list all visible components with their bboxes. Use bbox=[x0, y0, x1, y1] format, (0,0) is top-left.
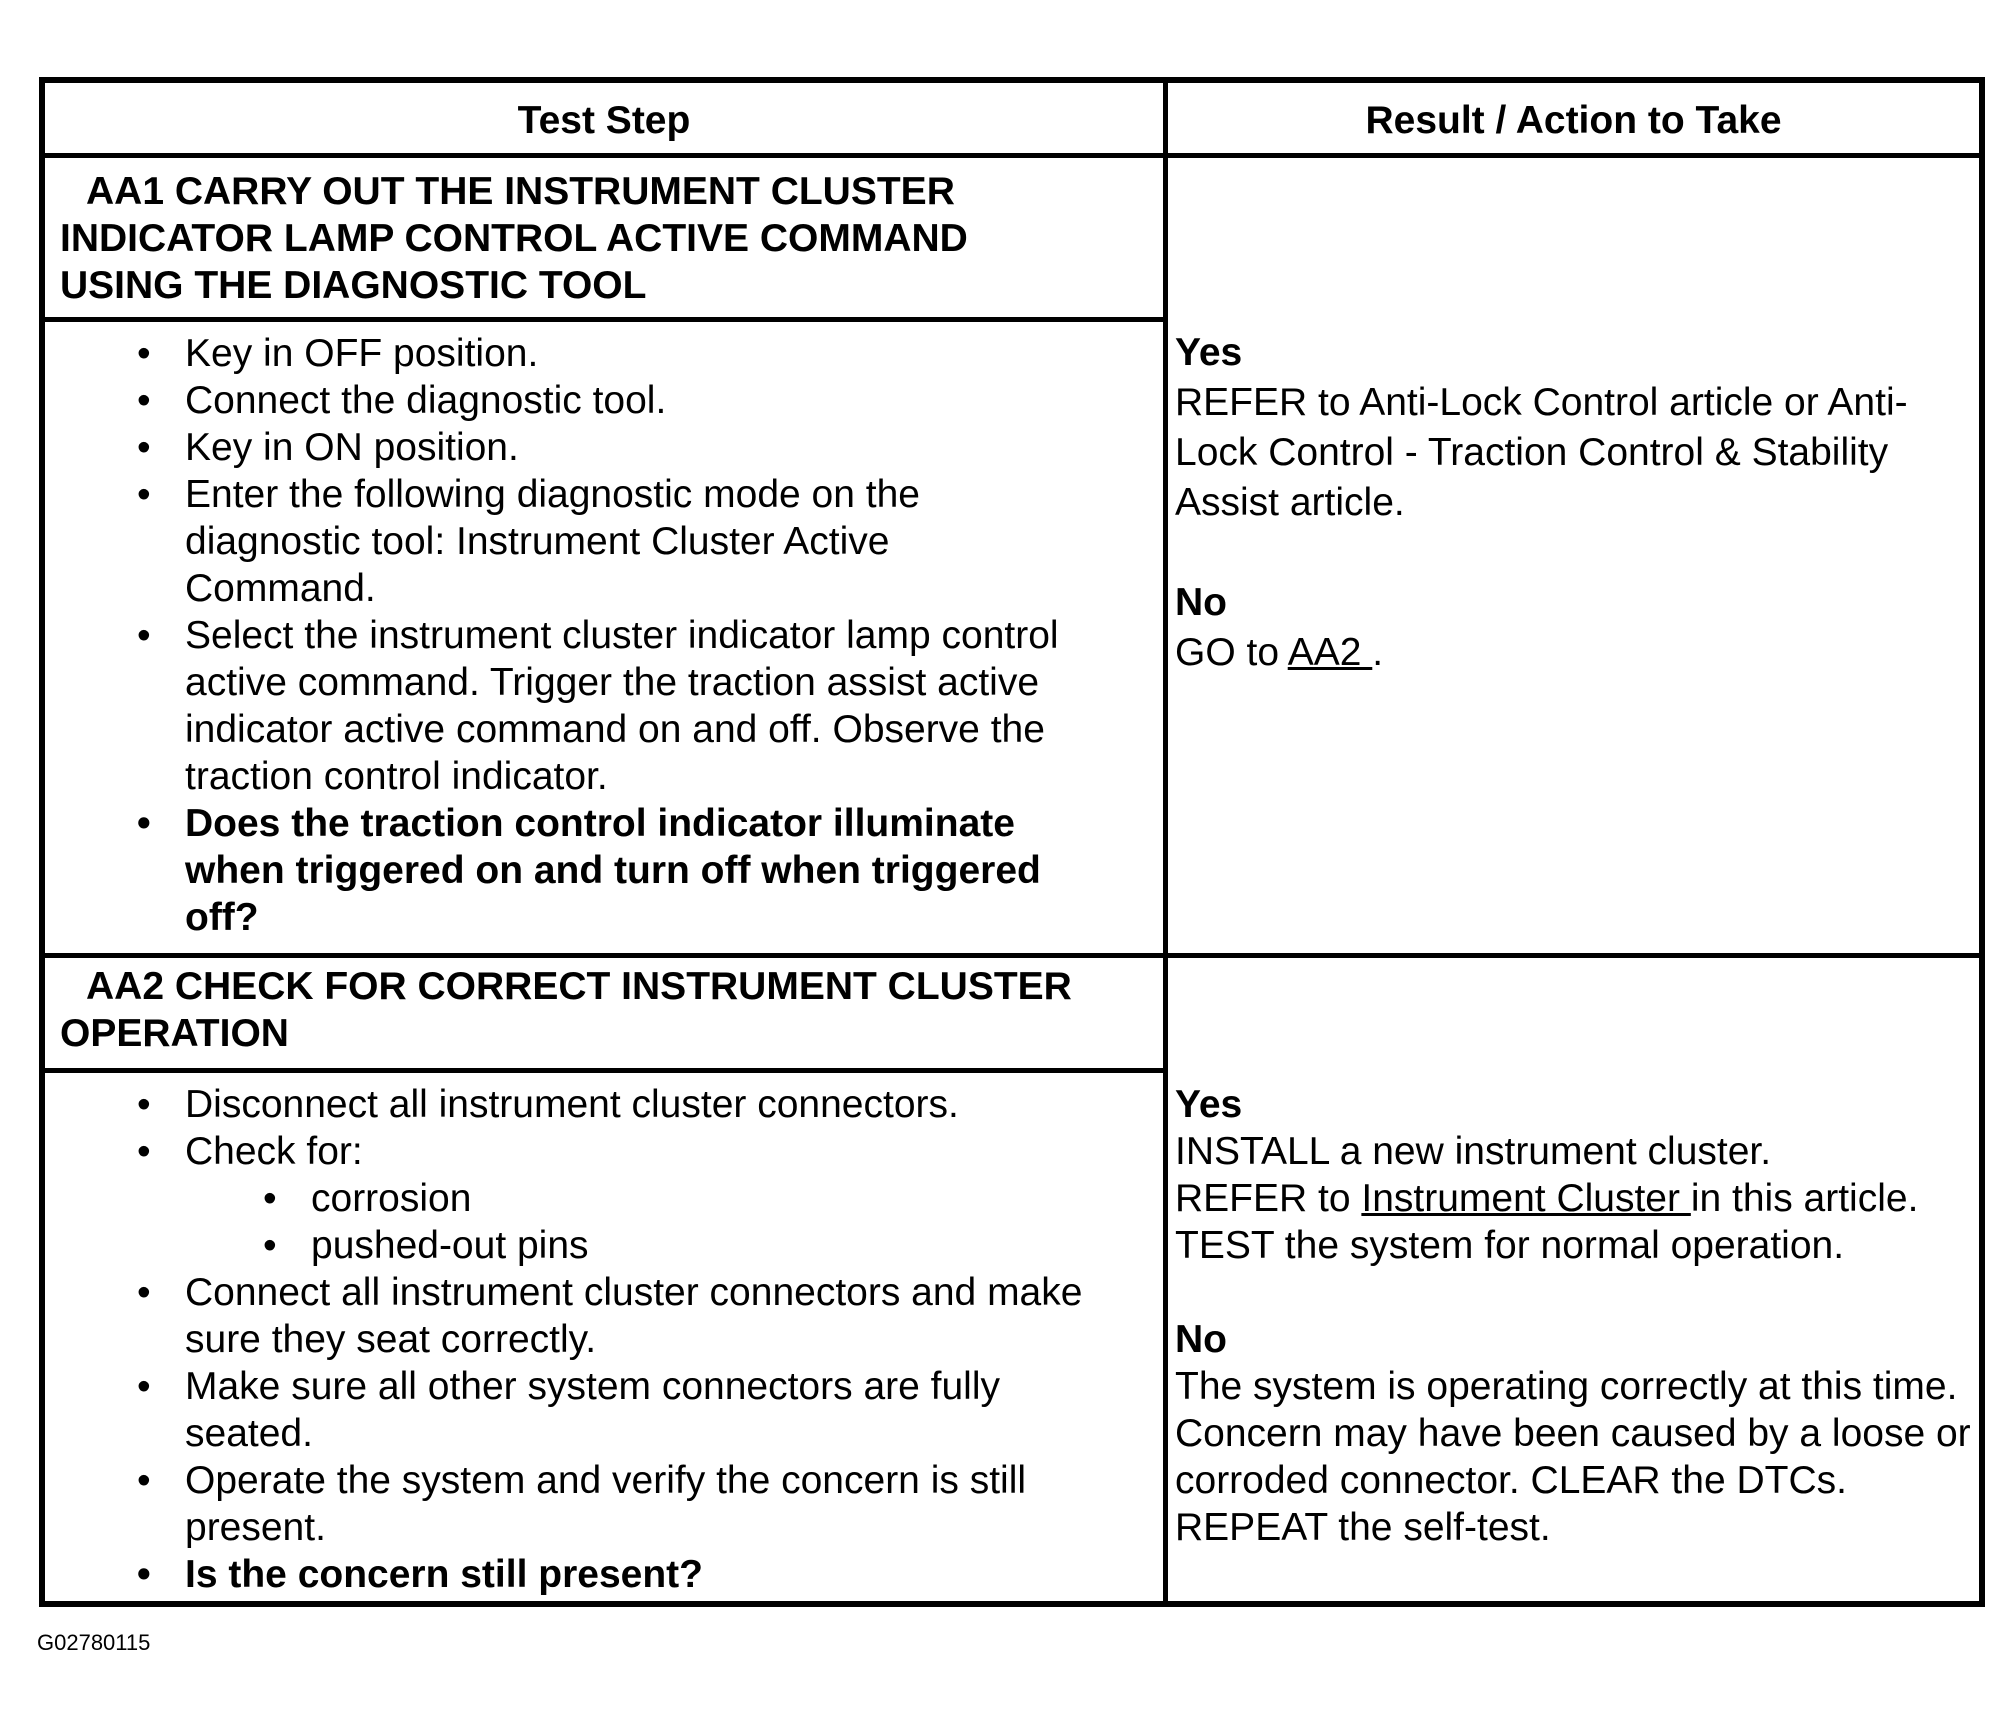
result-yes-label: Yes bbox=[1175, 331, 1243, 374]
list-item: • Enter the following diagnostic mode on the diagnostic tool: Instrument Cluster Active Command. bbox=[45, 471, 1155, 612]
header-result: Result / Action to Take bbox=[1365, 99, 1782, 142]
result-no-text: GO to AA2 . bbox=[1175, 631, 1384, 674]
result-yes-text: REFER to Instrument Cluster in this article. TEST the system for normal operation. bbox=[1175, 1177, 1919, 1267]
list-item: • Operate the system and verify the concern is still present. bbox=[45, 1457, 1155, 1551]
step-bullets-aa2 bbox=[45, 1081, 1155, 1598]
link-instrument-cluster[interactable]: Instrument Cluster bbox=[1361, 1177, 1691, 1220]
step-title-aa2: AA2 CHECK FOR CORRECT INSTRUMENT CLUSTER OPERATION bbox=[60, 965, 1072, 1055]
header-test-step: Test Step bbox=[517, 99, 691, 142]
step-title-aa1: AA1 CARRY OUT THE INSTRUMENT CLUSTER INDICATOR LAMP CONTROL ACTIVE COMMAND USING THE DIAGNOSTIC TOOL bbox=[60, 170, 968, 307]
result-no-label: No bbox=[1175, 581, 1227, 624]
diagnostic-table bbox=[39, 77, 1985, 1607]
list-item: • Check for: • corrosion • pushed-out pins bbox=[45, 1128, 1155, 1269]
header-divider bbox=[45, 153, 1979, 158]
result-no-text: The system is operating correctly at this time. Concern may have been caused by a loose or corroded connector. CLEAR the DTCs. REPEAT the self-test. bbox=[1175, 1365, 1971, 1549]
list-item: • Key in ON position. bbox=[45, 424, 1155, 471]
list-item: • Connect all instrument cluster connectors and make sure they seat correctly. bbox=[45, 1269, 1155, 1363]
list-item: • Key in OFF position. bbox=[45, 330, 1155, 377]
result-yes-label: Yes bbox=[1175, 1083, 1243, 1126]
aa2-title-divider bbox=[45, 1068, 1163, 1073]
link-aa2[interactable]: AA2 bbox=[1287, 631, 1373, 674]
sub-list-item: • corrosion bbox=[185, 1175, 1155, 1222]
list-item: • Select the instrument cluster indicator lamp control active command. Trigger the traction assist active indicator active command on and off. Observe the traction control indicator. bbox=[45, 612, 1155, 800]
list-item-question: • Does the traction control indicator illuminate when triggered on and turn off when triggered off? bbox=[45, 800, 1155, 941]
figure-id: G02780115 bbox=[37, 1630, 151, 1655]
column-divider bbox=[1163, 83, 1168, 1601]
result-no-label: No bbox=[1175, 1318, 1227, 1361]
result-aa1 bbox=[1175, 328, 1975, 678]
list-item: • Connect the diagnostic tool. bbox=[45, 377, 1155, 424]
result-yes-text: REFER to Anti-Lock Control article or Anti-Lock Control - Traction Control & Stability Assist article. bbox=[1175, 381, 1908, 524]
list-item: • Disconnect all instrument cluster connectors. bbox=[45, 1081, 1155, 1128]
step-divider bbox=[45, 953, 1979, 958]
sub-list-item: • pushed-out pins bbox=[185, 1222, 1155, 1269]
list-item: • Make sure all other system connectors are fully seated. bbox=[45, 1363, 1155, 1457]
result-yes-line: INSTALL a new instrument cluster. bbox=[1175, 1130, 1772, 1173]
sub-list bbox=[185, 1175, 1155, 1269]
aa1-title-divider bbox=[45, 317, 1163, 322]
list-item-question: • Is the concern still present? bbox=[45, 1551, 1155, 1598]
step-bullets-aa1 bbox=[45, 330, 1155, 941]
result-aa2 bbox=[1175, 1081, 1975, 1551]
